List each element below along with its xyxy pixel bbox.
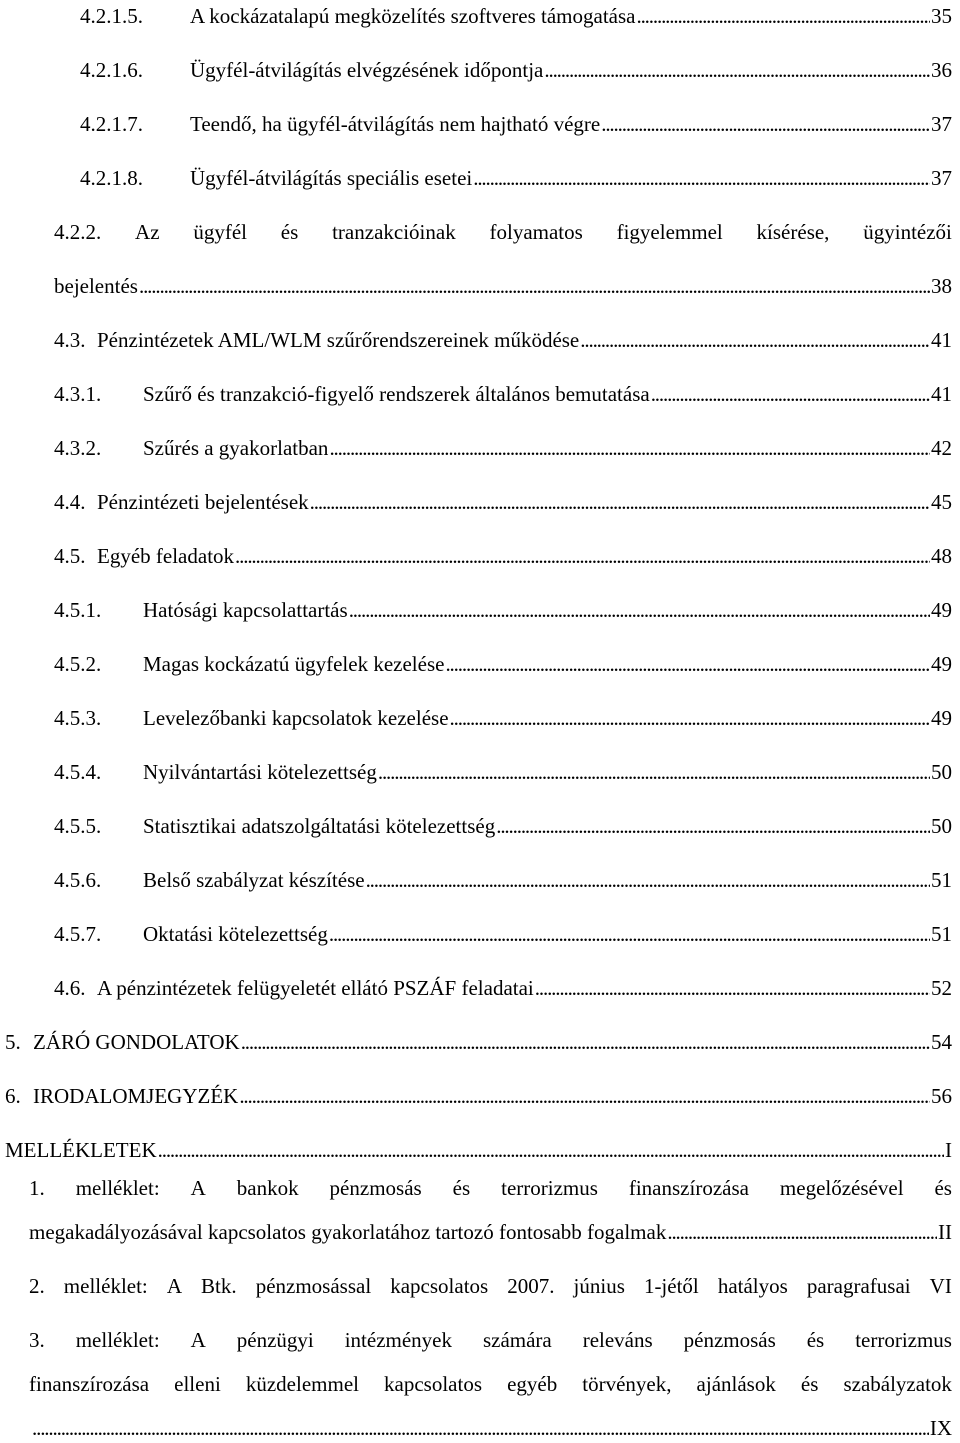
toc-entry-number: 4.3. bbox=[54, 328, 86, 352]
toc-entry-word: tranzakcióinak bbox=[332, 220, 456, 244]
toc-entry[interactable] bbox=[54, 757, 952, 787]
annex-word: számára bbox=[482, 1328, 552, 1352]
toc-entry[interactable] bbox=[80, 109, 952, 139]
toc-entry-number: 4.2.1.6. bbox=[80, 58, 143, 82]
toc-entry-title: Szűrés a gyakorlatban bbox=[143, 436, 329, 460]
annex-word: megelőzésével bbox=[779, 1176, 904, 1200]
annex-entry-line[interactable] bbox=[29, 1271, 952, 1301]
annex-word: ajánlások bbox=[696, 1372, 776, 1396]
annex-word: kapcsolatos bbox=[390, 1274, 489, 1298]
toc-entry-number: 4.5.3. bbox=[54, 706, 102, 730]
toc-entry-title: Oktatási kötelezettség bbox=[143, 922, 328, 946]
toc-entry-title: Hatósági kapcsolattartás bbox=[143, 598, 348, 622]
annex-word: melléklet: bbox=[75, 1328, 160, 1352]
annex-page-number: IX bbox=[929, 1416, 952, 1440]
toc-entry-word: figyelemmel bbox=[616, 220, 723, 244]
dot-leader bbox=[450, 703, 930, 733]
annex-word: intézmények bbox=[344, 1328, 452, 1352]
toc-entry[interactable] bbox=[5, 1135, 952, 1165]
toc-entry[interactable] bbox=[54, 703, 952, 733]
toc-page-number: 37 bbox=[931, 112, 952, 136]
annex-word: és bbox=[452, 1176, 471, 1200]
toc-page-number: 51 bbox=[931, 868, 952, 892]
toc-entry-title: Pénzintézetek AML/WLM szűrőrendszereinek működése bbox=[97, 328, 580, 352]
toc-entry[interactable] bbox=[80, 55, 952, 85]
toc-entry[interactable] bbox=[54, 649, 952, 679]
annex-entry-line[interactable] bbox=[29, 1173, 952, 1203]
toc-entry-number: 4.5.6. bbox=[54, 868, 102, 892]
annex-word: A bbox=[190, 1328, 206, 1352]
annex-word: finanszírozása bbox=[29, 1372, 150, 1396]
annex-title: megakadályozásával kapcsolatos gyakorlatához tartozó fontosabb fogalmak bbox=[29, 1220, 667, 1244]
toc-entry-number: 4.6. bbox=[54, 976, 86, 1000]
toc-entry[interactable] bbox=[54, 433, 952, 463]
dot-leader bbox=[32, 1413, 929, 1443]
dot-leader bbox=[329, 433, 930, 463]
toc-page-number: 41 bbox=[931, 382, 952, 406]
dot-leader bbox=[636, 1, 930, 31]
toc-entry-number: 6. bbox=[5, 1084, 21, 1108]
annex-entry[interactable] bbox=[29, 1217, 952, 1247]
toc-entry-word: és bbox=[280, 220, 299, 244]
toc-entry-line[interactable] bbox=[54, 217, 952, 247]
toc-page-number: 35 bbox=[931, 4, 952, 28]
toc-entry-title: Ügyfél-átvilágítás speciális esetei bbox=[190, 166, 473, 190]
toc-entry-number: 4.2.1.8. bbox=[80, 166, 143, 190]
annex-word: kapcsolatos bbox=[384, 1372, 483, 1396]
toc-entry-number: 4.2.1.5. bbox=[80, 4, 143, 28]
toc-entry[interactable] bbox=[5, 1027, 952, 1057]
toc-page-number: 38 bbox=[931, 274, 952, 298]
toc-entry-number: 4.2.2. bbox=[54, 220, 102, 244]
toc-entry-number: 4.3.2. bbox=[54, 436, 102, 460]
toc-page-number: 49 bbox=[931, 598, 952, 622]
toc-entry[interactable] bbox=[54, 325, 952, 355]
toc-page-number: 41 bbox=[931, 328, 952, 352]
dot-leader bbox=[310, 487, 930, 517]
toc-entry-number: 4.4. bbox=[54, 490, 86, 514]
toc-page-number: 48 bbox=[931, 544, 952, 568]
toc-entry-word: kísérése, bbox=[756, 220, 830, 244]
toc-entry-title: A pénzintézetek felügyeletét ellátó PSZÁF feladatai bbox=[97, 976, 534, 1000]
annex-word: pénzmosás bbox=[683, 1328, 776, 1352]
toc-page-number: 45 bbox=[931, 490, 952, 514]
toc-entry-title: Levelezőbanki kapcsolatok kezelése bbox=[143, 706, 449, 730]
annex-word: melléklet: bbox=[75, 1176, 160, 1200]
dot-leader bbox=[378, 757, 930, 787]
annex-word: terrorizmus bbox=[855, 1328, 952, 1352]
toc-entry[interactable] bbox=[54, 973, 952, 1003]
annex-word: 1-jétől bbox=[643, 1274, 699, 1298]
toc-entry[interactable] bbox=[80, 1, 952, 31]
toc-page-number: 50 bbox=[931, 814, 952, 838]
annex-word: 3. bbox=[29, 1328, 45, 1352]
annex-page-number: II bbox=[938, 1220, 952, 1244]
toc-entry[interactable] bbox=[54, 379, 952, 409]
toc-entry[interactable] bbox=[54, 595, 952, 625]
dot-leader bbox=[241, 1027, 930, 1057]
annex-word: egyéb bbox=[507, 1372, 558, 1396]
toc-entry-word: ügyfél bbox=[193, 220, 247, 244]
toc-page-number: 56 bbox=[931, 1084, 952, 1108]
annex-word: A bbox=[166, 1274, 182, 1298]
annex-word: elleni bbox=[174, 1372, 221, 1396]
annex-entry-line[interactable] bbox=[29, 1325, 952, 1355]
annex-word: pénzmosással bbox=[255, 1274, 372, 1298]
toc-entry-number: 4.5.1. bbox=[54, 598, 102, 622]
annex-word: küzdelemmel bbox=[245, 1372, 359, 1396]
toc-page-number: 36 bbox=[931, 58, 952, 82]
dot-leader bbox=[473, 163, 930, 193]
toc-entry-number: 4.5.4. bbox=[54, 760, 102, 784]
toc-entry-title: Szűrő és tranzakció-figyelő rendszerek általános bemutatása bbox=[143, 382, 650, 406]
annex-word: 2. bbox=[29, 1274, 45, 1298]
toc-entry-title: Statisztikai adatszolgáltatási kötelezettség bbox=[143, 814, 496, 838]
toc-entry-title: Magas kockázatú ügyfelek kezelése bbox=[143, 652, 445, 676]
dot-leader bbox=[349, 595, 930, 625]
dot-leader bbox=[667, 1217, 937, 1247]
annex-entry-line[interactable] bbox=[29, 1369, 952, 1399]
toc-page-number: 42 bbox=[931, 436, 952, 460]
annex-word: pénzmosás bbox=[329, 1176, 422, 1200]
annex-word: és bbox=[800, 1372, 819, 1396]
toc-entry[interactable] bbox=[5, 1081, 952, 1111]
annex-word: A bbox=[190, 1176, 206, 1200]
toc-page-number: 54 bbox=[931, 1030, 952, 1054]
annex-word: hatályos bbox=[717, 1274, 788, 1298]
toc-entry[interactable] bbox=[54, 487, 952, 517]
toc-entry-title: ZÁRÓ GONDOLATOK bbox=[33, 1030, 240, 1054]
dot-leader bbox=[535, 973, 930, 1003]
annex-word: paragrafusai bbox=[806, 1274, 911, 1298]
annex-word: VI bbox=[929, 1274, 952, 1298]
toc-entry-number: 4.3.1. bbox=[54, 382, 102, 406]
toc-entry-title: Teendő, ha ügyfél-átvilágítás nem hajtható végre bbox=[190, 112, 601, 136]
toc-entry-number: 4.5.5. bbox=[54, 814, 102, 838]
toc-page-number: I bbox=[945, 1138, 952, 1162]
toc-page-number: 50 bbox=[931, 760, 952, 784]
annex-word: szabályzatok bbox=[843, 1372, 952, 1396]
annex-word: és bbox=[806, 1328, 825, 1352]
toc-entry-number: 4.5. bbox=[54, 544, 86, 568]
toc-entry-title: A kockázatalapú megközelítés szoftveres támogatása bbox=[190, 4, 636, 28]
toc-entry[interactable] bbox=[54, 919, 952, 949]
toc-entry-title: MELLÉKLETEK bbox=[5, 1138, 157, 1162]
dot-leader bbox=[580, 325, 930, 355]
toc-entry-word: folyamatos bbox=[489, 220, 583, 244]
toc-entry[interactable] bbox=[54, 811, 952, 841]
toc-entry-title: Nyilvántartási kötelezettség bbox=[143, 760, 377, 784]
toc-entry-title: Ügyfél-átvilágítás elvégzésének időpontja bbox=[190, 58, 544, 82]
annex-entry[interactable] bbox=[29, 1413, 952, 1443]
annex-word: és bbox=[934, 1176, 952, 1200]
toc-entry-number: 4.2.1.7. bbox=[80, 112, 143, 136]
toc-entry-number: 4.5.7. bbox=[54, 922, 102, 946]
toc-entry-number: 5. bbox=[5, 1030, 21, 1054]
annex-word: bankok bbox=[236, 1176, 299, 1200]
annex-word: június bbox=[573, 1274, 625, 1298]
dot-leader bbox=[139, 271, 930, 301]
toc-entry-title: IRODALOMJEGYZÉK bbox=[33, 1084, 239, 1108]
toc-page-number: 52 bbox=[931, 976, 952, 1000]
toc-entry-title: Egyéb feladatok bbox=[97, 544, 235, 568]
annex-word: melléklet: bbox=[63, 1274, 148, 1298]
dot-leader bbox=[651, 379, 930, 409]
dot-leader bbox=[544, 55, 930, 85]
annex-word: releváns bbox=[582, 1328, 653, 1352]
annex-word: terrorizmus bbox=[501, 1176, 598, 1200]
toc-entry[interactable] bbox=[54, 541, 952, 571]
dot-leader bbox=[158, 1135, 944, 1165]
toc-entry[interactable] bbox=[80, 163, 952, 193]
dot-leader bbox=[601, 109, 930, 139]
toc-entry-word: ügyintézői bbox=[863, 220, 952, 244]
toc-entry[interactable] bbox=[54, 271, 952, 301]
dot-leader bbox=[329, 919, 930, 949]
toc-page-number: 49 bbox=[931, 706, 952, 730]
annex-word: 1. bbox=[29, 1176, 45, 1200]
toc-page-number: 37 bbox=[931, 166, 952, 190]
toc-entry[interactable] bbox=[54, 865, 952, 895]
annex-word: Btk. bbox=[201, 1274, 237, 1298]
toc-entry-word: Az bbox=[135, 220, 160, 244]
annex-word: finanszírozása bbox=[628, 1176, 749, 1200]
dot-leader bbox=[366, 865, 930, 895]
dot-leader bbox=[239, 1081, 930, 1111]
annex-word: pénzügyi bbox=[236, 1328, 314, 1352]
dot-leader bbox=[445, 649, 930, 679]
toc-entry-title: Belső szabályzat készítése bbox=[143, 868, 365, 892]
dot-leader bbox=[496, 811, 930, 841]
annex-word: 2007. bbox=[507, 1274, 555, 1298]
toc-page-number: 51 bbox=[931, 922, 952, 946]
toc-entry-title: bejelentés bbox=[54, 274, 138, 298]
toc-entry-title: Pénzintézeti bejelentések bbox=[97, 490, 309, 514]
toc-entry-number: 4.5.2. bbox=[54, 652, 102, 676]
dot-leader bbox=[235, 541, 930, 571]
toc-page-number: 49 bbox=[931, 652, 952, 676]
annex-word: törvények, bbox=[582, 1372, 672, 1396]
